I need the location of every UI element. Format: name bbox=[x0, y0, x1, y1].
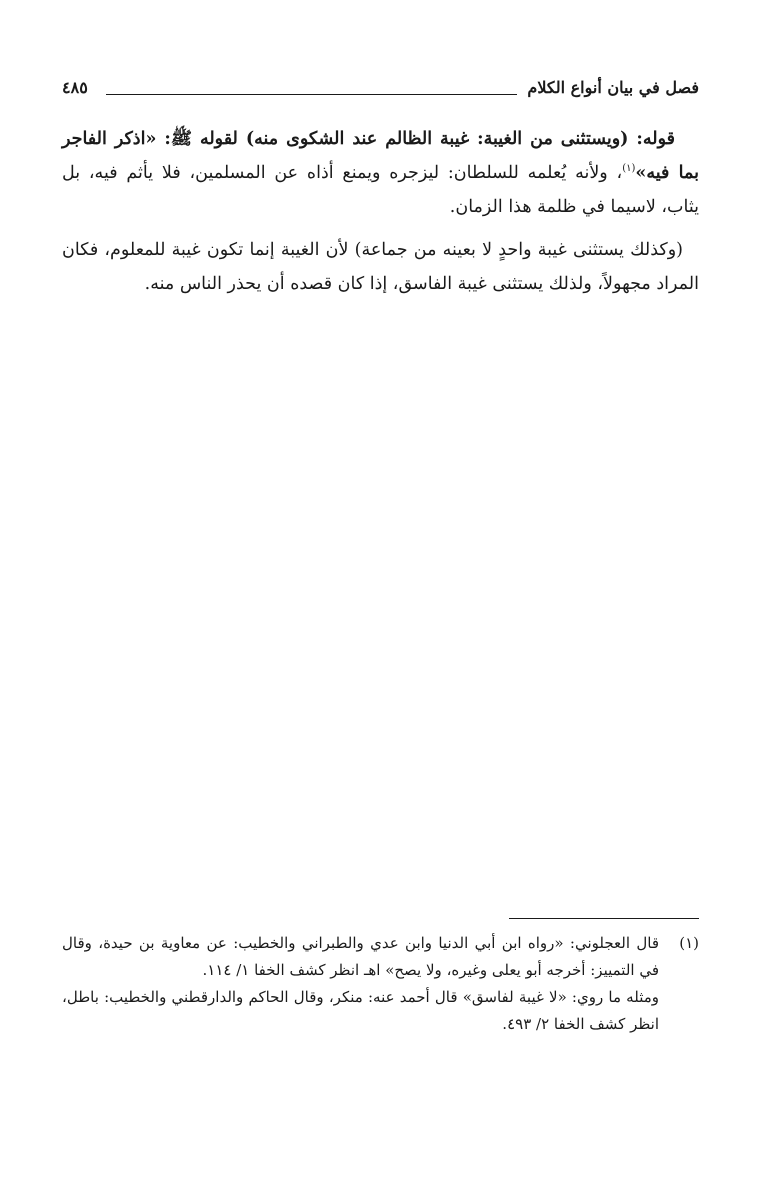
paragraph-2: (وكذلك يستثنى غيبة واحدٍ لا بعينه من جماعة) لأن الغيبة إنما تكون غيبة للمعلوم، فكان المراد مجهولاً، ولذلك يستثنى غيبة الفاسق، إذا كان قصده أن يحذر الناس منه. bbox=[62, 240, 699, 294]
header-rule bbox=[106, 94, 517, 95]
footnote-line: قال العجلوني: «رواه ابن أبي الدنيا وابن عدي والطبراني والخطيب: عن معاوية بن حيدة، وقال في التمييز: أخرجه أبو يعلى وغيره، ولا يصح» اهـ انظر كشف الخفا ١/ ١١٤. bbox=[62, 934, 659, 979]
main-text bbox=[62, 122, 699, 310]
paragraph-1-rest: ، ولأنه يُعلمه للسلطان: ليزجره ويمنع أذاه عن المسلمين، فلا يأثم فيه، بل يثاب، لاسيما في ظلمة هذا الزمان. bbox=[62, 163, 699, 217]
page-number: ٤٨٥ bbox=[62, 78, 88, 97]
footnote-number: (١) bbox=[679, 934, 699, 952]
footnote-reference-1[interactable]: (١) bbox=[622, 163, 636, 175]
page-header bbox=[62, 76, 699, 104]
footnote-separator bbox=[509, 918, 699, 919]
paragraph-1 bbox=[62, 122, 699, 224]
footnote-1 bbox=[62, 930, 699, 1038]
paragraph-1-lead: قوله: (ويستثنى من الغيبة: غيبة الظالم عند الشكوى منه) لقوله ﷺ: «اذكر الفاجر بما فيه» bbox=[62, 129, 699, 183]
footnotes bbox=[62, 930, 699, 1038]
footnote-line: ومثله ما روي: «لا غيبة لفاسق» قال أحمد عنه: منكر، وقال الحاكم والدارقطني والخطيب: باطل، انظر كشف الخفا ٢/ ٤٩٣. bbox=[62, 988, 659, 1033]
running-title: فصل في بيان أنواع الكلام bbox=[527, 78, 699, 97]
